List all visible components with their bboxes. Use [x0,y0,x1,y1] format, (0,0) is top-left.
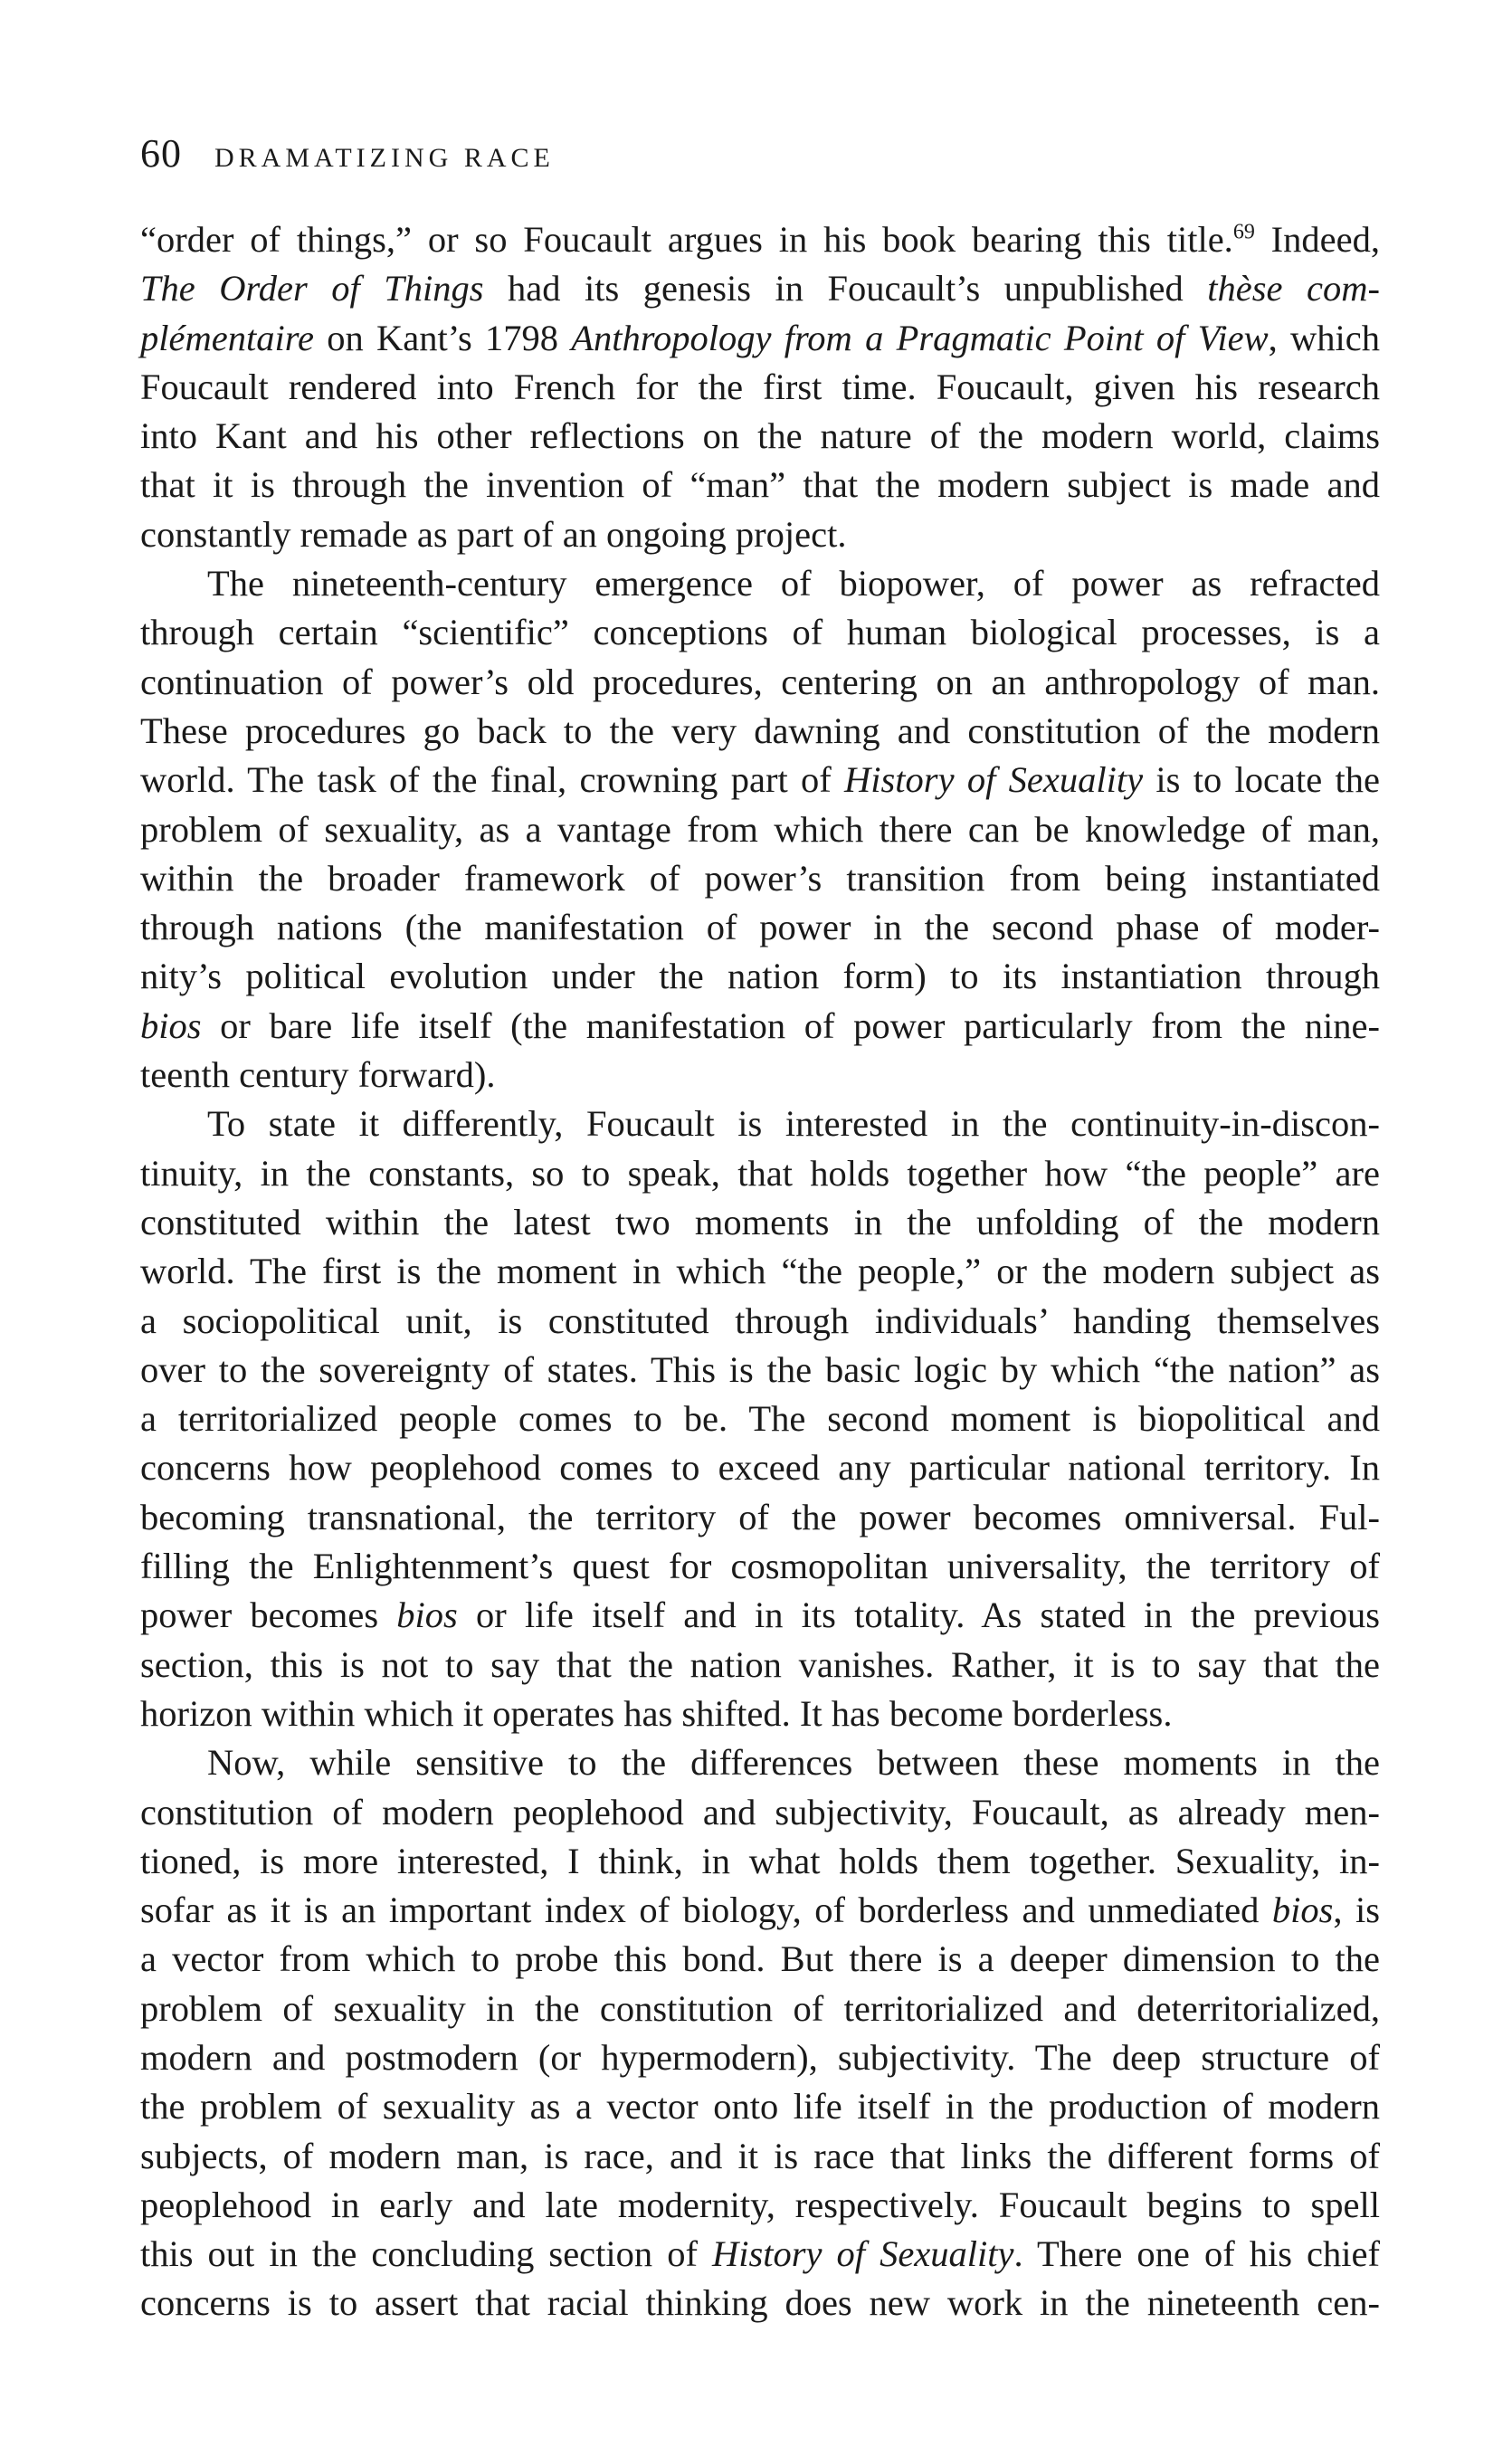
text-line: world. The first is the moment in which “the people,” or the modern subject as [140,1251,1380,1292]
body-text [140,215,1380,2328]
page-number: 60 [140,131,182,176]
italic-phrase: Anthropology from a Pragmatic Point of View [571,317,1269,358]
paragraph-3 [140,1099,1380,1738]
text-line: tinuity, in the constants, so to speak, that holds together how “the people” are [140,1152,1380,1194]
text-line: peoplehood in early and late modernity, respectively. Foucault begins to spell [140,2184,1380,2225]
italic-phrase: plémentaire [140,317,314,358]
running-head [140,131,555,176]
text-line: The nineteenth-century emergence of biopower, of power as refracted [207,563,1380,604]
paragraph-4 [140,1738,1380,2328]
italic-phrase: bios [396,1594,458,1636]
text-line: becoming transnational, the territory of the power becomes omniversal. Ful- [140,1496,1380,1537]
text-line: bios or bare life itself (the manifestation of power particularly from the nine- [140,1004,1380,1046]
running-head-title: DRAMATIZING RACE [214,143,555,173]
paragraph-1 [140,215,1380,559]
text-line: problem of sexuality, as a vantage from which there can be knowledge of man, [140,808,1380,850]
text-line: tioned, is more interested, I think, in what holds them together. Sexuality, in- [140,1840,1380,1881]
text-line: the problem of sexuality as a vector onto life itself in the production of modern [140,2086,1380,2128]
text-line: continuation of power’s old procedures, centering on an anthropology of man. [140,661,1380,702]
italic-phrase: History of Sexuality [844,759,1144,801]
text-line: The Order of Things had its genesis in Foucault’s unpublished thèse com- [140,268,1380,309]
text-line: constituted within the latest two moments in the unfolding of the modern [140,1201,1380,1242]
text-line: concerns is to assert that racial thinking does new work in the nineteenth cen- [140,2282,1380,2324]
text-line: filling the Enlightenment’s quest for cosmopolitan universality, the territory of [140,1546,1380,1587]
text-line: constantly remade as part of an ongoing project. [140,513,847,555]
text-line: nity’s political evolution under the nation form) to its instantiation through [140,956,1380,997]
text-line: “order of things,” or so Foucault argues in his book bearing this title.$^{69}$ Indeed, [140,219,1380,260]
text-line: problem of sexuality in the constitution of territorialized and deterritorialized, [140,1987,1380,2029]
text-line: concerns how peoplehood comes to exceed any particular national territory. In [140,1447,1380,1489]
text-line: through certain “scientific” conceptions of human biological processes, is a [140,612,1380,653]
text-line: To state it differently, Foucault is interested in the continuity-in-discon- [207,1103,1380,1145]
italic-phrase: History of Sexuality [711,2233,1014,2275]
text-line: into Kant and his other reflections on the nature of the modern world, claims [140,415,1380,457]
text-line: modern and postmodern (or hypermodern), subjectivity. The deep structure of [140,2036,1380,2078]
text-line: that it is through the invention of “man” that the modern subject is made and [140,464,1380,506]
text-line: Now, while sensitive to the differences between these moments in the [207,1742,1380,1784]
text-line: through nations (the manifestation of power in the second phase of moder- [140,907,1380,948]
text-line: constitution of modern peoplehood and subjectivity, Foucault, as already men- [140,1791,1380,1832]
text-line: a territorialized people comes to be. The second moment is biopolitical and [140,1398,1380,1440]
text-line: subjects, of modern man, is race, and it is race that links the different forms of [140,2135,1380,2176]
text-line: within the broader framework of power’s transition from being instantiated [140,857,1380,899]
paragraph-2 [140,559,1380,1099]
text-line: sofar as it is an important index of biology, of borderless and unmediated bios, is [140,1890,1380,1931]
text-line: a sociopolitical unit, is constituted through individuals’ handing themselves [140,1299,1380,1341]
text-line: teenth century forward). [140,1054,496,1096]
text-line: power becomes bios or life itself and in its totality. As stated in the previous [140,1594,1380,1636]
italic-phrase: bios [140,1004,202,1046]
text-line: a vector from which to probe this bond. But there is a deeper dimension to the [140,1938,1380,1980]
italic-phrase: bios [1271,1890,1334,1931]
text-line: section, this is not to say that the nation vanishes. Rather, it is to say that the [140,1643,1380,1685]
text-line: plémentaire on Kant’s 1798 Anthropology from a Pragmatic Point of View, which [140,317,1380,358]
text-line: These procedures go back to the very dawning and constitution of the modern [140,709,1380,751]
italic-phrase: The Order of Things [140,268,484,309]
text-line: horizon within which it operates has shifted. It has become borderless. [140,1692,1173,1734]
italic-phrase: thèse com- [1207,268,1380,309]
text-line: over to the sovereignty of states. This is the basic logic by which “the nation” as [140,1348,1380,1390]
text-line: Foucault rendered into French for the first time. Foucault, given his research [140,366,1380,407]
footnote-ref: 69 [1232,220,1255,244]
text-line: world. The task of the final, crowning part of History of Sexuality is to locate the [140,759,1380,801]
text-line: this out in the concluding section of History of Sexuality. There one of his chief [140,2233,1380,2275]
